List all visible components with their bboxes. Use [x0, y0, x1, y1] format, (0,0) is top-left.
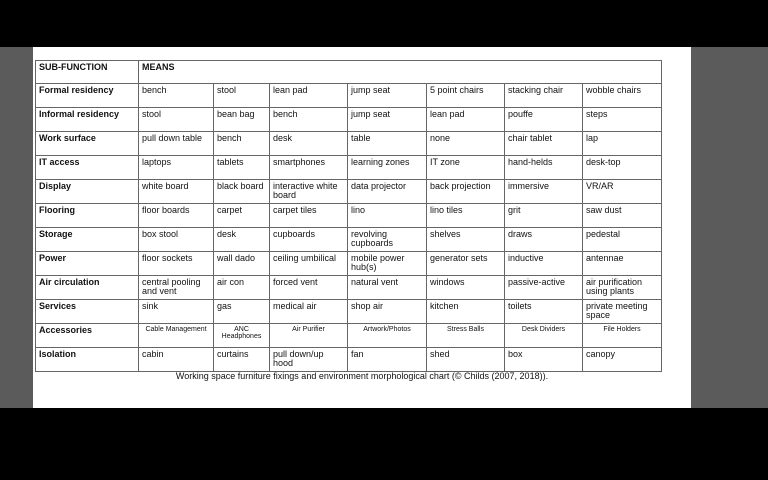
- sub-function-cell: Formal residency: [36, 84, 139, 108]
- means-header: MEANS: [139, 61, 662, 84]
- means-cell: Desk Dividers: [505, 324, 583, 348]
- means-cell: none: [427, 132, 505, 156]
- means-cell: File Holders: [583, 324, 662, 348]
- sub-function-cell: Storage: [36, 228, 139, 252]
- means-cell: hand-helds: [505, 156, 583, 180]
- means-cell: pedestal: [583, 228, 662, 252]
- left-margin: [0, 47, 33, 408]
- table-row: [36, 156, 662, 180]
- morphological-chart: [35, 60, 662, 372]
- means-cell: stool: [214, 84, 270, 108]
- sub-function-cell: Services: [36, 300, 139, 324]
- means-cell: jump seat: [348, 108, 427, 132]
- means-cell: wall dado: [214, 252, 270, 276]
- means-cell: data projector: [348, 180, 427, 204]
- table-row: [36, 348, 662, 372]
- means-cell: chair tablet: [505, 132, 583, 156]
- table-row: [36, 252, 662, 276]
- means-cell: pull down table: [139, 132, 214, 156]
- means-cell: antennae: [583, 252, 662, 276]
- means-cell: fan: [348, 348, 427, 372]
- means-cell: box: [505, 348, 583, 372]
- means-cell: grit: [505, 204, 583, 228]
- means-cell: steps: [583, 108, 662, 132]
- means-cell: jump seat: [348, 84, 427, 108]
- means-cell: laptops: [139, 156, 214, 180]
- table-row: [36, 204, 662, 228]
- means-cell: gas: [214, 300, 270, 324]
- means-cell: Stress Balls: [427, 324, 505, 348]
- means-cell: shed: [427, 348, 505, 372]
- means-cell: inductive: [505, 252, 583, 276]
- header-row: [36, 61, 662, 84]
- means-cell: table: [348, 132, 427, 156]
- means-cell: Cable Management: [139, 324, 214, 348]
- sub-function-cell: Power: [36, 252, 139, 276]
- means-cell: canopy: [583, 348, 662, 372]
- means-cell: kitchen: [427, 300, 505, 324]
- table-row: [36, 228, 662, 252]
- means-cell: draws: [505, 228, 583, 252]
- sub-function-cell: Accessories: [36, 324, 139, 348]
- sub-function-cell: Flooring: [36, 204, 139, 228]
- means-cell: pull down/up hood: [270, 348, 348, 372]
- means-cell: lap: [583, 132, 662, 156]
- means-cell: floor sockets: [139, 252, 214, 276]
- means-cell: desk: [270, 132, 348, 156]
- means-cell: stacking chair: [505, 84, 583, 108]
- means-cell: interactive white board: [270, 180, 348, 204]
- means-cell: air con: [214, 276, 270, 300]
- sub-function-cell: Work surface: [36, 132, 139, 156]
- means-cell: immersive: [505, 180, 583, 204]
- table-row: [36, 276, 662, 300]
- sub-function-cell: Isolation: [36, 348, 139, 372]
- means-cell: lean pad: [270, 84, 348, 108]
- chart-caption: Working space furniture fixings and environment morphological chart (© Childs (2007, 2018)).: [175, 371, 549, 381]
- means-cell: shop air: [348, 300, 427, 324]
- table-row: [36, 180, 662, 204]
- table-row: [36, 300, 662, 324]
- means-cell: pouffe: [505, 108, 583, 132]
- means-cell: wobble chairs: [583, 84, 662, 108]
- means-cell: saw dust: [583, 204, 662, 228]
- means-cell: medical air: [270, 300, 348, 324]
- means-cell: lean pad: [427, 108, 505, 132]
- means-cell: Air Purifier: [270, 324, 348, 348]
- means-cell: mobile power hub(s): [348, 252, 427, 276]
- means-cell: cabin: [139, 348, 214, 372]
- document-page: [33, 47, 691, 408]
- means-cell: forced vent: [270, 276, 348, 300]
- means-cell: bean bag: [214, 108, 270, 132]
- means-cell: stool: [139, 108, 214, 132]
- means-cell: windows: [427, 276, 505, 300]
- means-cell: floor boards: [139, 204, 214, 228]
- means-cell: carpet tiles: [270, 204, 348, 228]
- sub-function-cell: Air circulation: [36, 276, 139, 300]
- means-cell: VR/AR: [583, 180, 662, 204]
- means-cell: lino: [348, 204, 427, 228]
- means-cell: curtains: [214, 348, 270, 372]
- sub-function-cell: Informal residency: [36, 108, 139, 132]
- means-cell: desk-top: [583, 156, 662, 180]
- means-cell: revolving cupboards: [348, 228, 427, 252]
- sub-function-cell: IT access: [36, 156, 139, 180]
- means-cell: learning zones: [348, 156, 427, 180]
- means-cell: passive-active: [505, 276, 583, 300]
- means-cell: IT zone: [427, 156, 505, 180]
- table-row: [36, 132, 662, 156]
- means-cell: generator sets: [427, 252, 505, 276]
- means-cell: bench: [270, 108, 348, 132]
- means-cell: bench: [139, 84, 214, 108]
- table-row: [36, 108, 662, 132]
- table-row: [36, 324, 662, 348]
- means-cell: black board: [214, 180, 270, 204]
- means-cell: ANC Headphones: [214, 324, 270, 348]
- means-cell: natural vent: [348, 276, 427, 300]
- means-cell: private meeting space: [583, 300, 662, 324]
- means-cell: air purification using plants: [583, 276, 662, 300]
- means-cell: tablets: [214, 156, 270, 180]
- means-cell: shelves: [427, 228, 505, 252]
- means-cell: sink: [139, 300, 214, 324]
- means-cell: cupboards: [270, 228, 348, 252]
- means-cell: toilets: [505, 300, 583, 324]
- means-cell: Artwork/Photos: [348, 324, 427, 348]
- means-cell: back projection: [427, 180, 505, 204]
- means-cell: ceiling umbilical: [270, 252, 348, 276]
- means-cell: box stool: [139, 228, 214, 252]
- means-cell: white board: [139, 180, 214, 204]
- means-cell: central pooling and vent: [139, 276, 214, 300]
- means-cell: desk: [214, 228, 270, 252]
- means-cell: 5 point chairs: [427, 84, 505, 108]
- sub-function-cell: Display: [36, 180, 139, 204]
- table-row: [36, 84, 662, 108]
- means-cell: lino tiles: [427, 204, 505, 228]
- means-cell: smartphones: [270, 156, 348, 180]
- sub-function-header: SUB-FUNCTION: [36, 61, 139, 84]
- means-cell: bench: [214, 132, 270, 156]
- means-cell: carpet: [214, 204, 270, 228]
- right-margin: [691, 47, 768, 408]
